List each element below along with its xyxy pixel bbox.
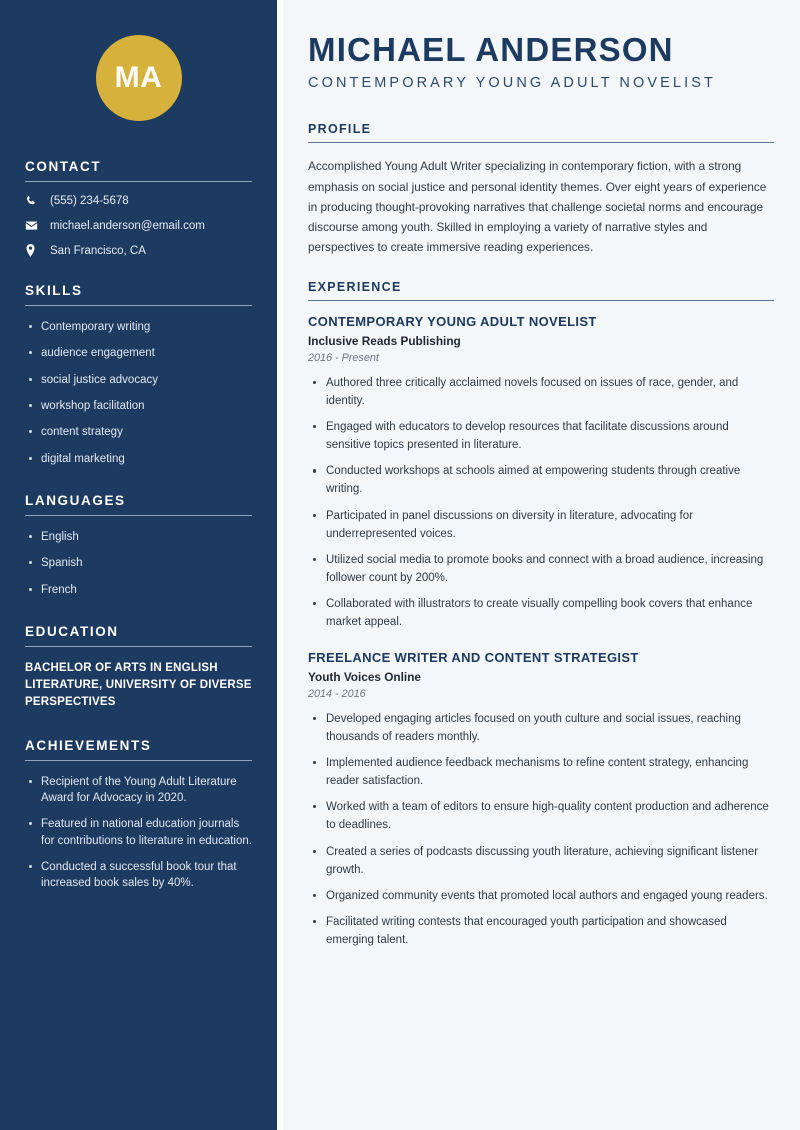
list-item: Conducted a successful book tour that increased book sales by 40%. xyxy=(25,859,252,892)
skills-heading: SKILLS xyxy=(25,283,83,298)
job-bullets xyxy=(308,374,774,632)
list-item: Developed engaging articles focused on youth culture and social issues, reaching thousands of readers monthly. xyxy=(308,710,774,746)
list-item: Contemporary writing xyxy=(25,319,252,335)
achievements-section xyxy=(25,738,252,892)
job-dates: 2016 - Present xyxy=(308,351,379,364)
main-content xyxy=(283,0,800,1130)
job-title: FREELANCE WRITER AND CONTENT STRATEGIST xyxy=(308,649,639,665)
contact-heading: CONTACT xyxy=(25,159,102,174)
contact-divider xyxy=(25,181,252,182)
email-icon xyxy=(25,219,43,232)
profile-divider xyxy=(308,142,774,143)
contact-email-row[interactable] xyxy=(25,219,252,232)
experience-entry xyxy=(308,314,774,632)
list-item: Authored three critically acclaimed novels focused on issues of race, gender, and identity. xyxy=(308,374,774,410)
achievements-divider xyxy=(25,760,252,761)
contact-location-value: San Francisco, CA xyxy=(50,244,146,257)
list-item: Organized community events that promoted local authors and engaged young readers. xyxy=(308,887,774,905)
list-item: Utilized social media to promote books and connect with a broad audience, increasing follower count by 200%. xyxy=(308,551,774,587)
experience-entry xyxy=(308,650,774,950)
job-role-subtitle: CONTEMPORARY YOUNG ADULT NOVELIST xyxy=(308,75,716,92)
contact-section xyxy=(25,159,252,257)
languages-divider xyxy=(25,515,252,516)
list-item: Implemented audience feedback mechanisms to refine content strategy, enhancing reader satisfaction. xyxy=(308,754,774,790)
list-item: content strategy xyxy=(25,424,252,440)
achievements-heading: ACHIEVEMENTS xyxy=(25,737,152,753)
skills-section xyxy=(25,283,252,467)
profile-heading: PROFILE xyxy=(308,122,372,137)
contact-location-row[interactable] xyxy=(25,244,252,257)
list-item: Featured in national education journals for contributions to literature in education. xyxy=(25,816,252,849)
list-item: social justice advocacy xyxy=(25,372,252,388)
profile-text: Accomplished Young Adult Writer specializing in contemporary fiction, with a strong emphasis on social justice and personal identity themes. Over eight years of experience in producing thought-provoking narratives that challenge societal norms and encourage discourse among youth. Skilled in employing a variety of narrative styles and perspectives to create immersive reading experiences. xyxy=(308,159,767,255)
list-item: Engaged with educators to develop resources that facilitate discussions around sensitive topics presented in literature. xyxy=(308,418,774,454)
list-item: French xyxy=(25,582,252,598)
list-item: Participated in panel discussions on diversity in literature, advocating for underrepresented voices. xyxy=(308,507,774,543)
list-item: Created a series of podcasts discussing youth literature, achieving significant listener growth. xyxy=(308,843,774,879)
list-item: workshop facilitation xyxy=(25,398,252,414)
list-item: Worked with a team of editors to ensure high-quality content production and adherence to deadlines. xyxy=(308,798,774,834)
contact-phone-value: (555) 234-5678 xyxy=(50,195,129,207)
page-title: MICHAEL ANDERSON xyxy=(308,31,674,68)
languages-list xyxy=(25,529,252,598)
experience-heading: EXPERIENCE xyxy=(308,279,402,294)
list-item: English xyxy=(25,529,252,545)
job-company: Inclusive Reads Publishing xyxy=(308,333,461,348)
sidebar xyxy=(0,0,277,1130)
languages-heading: LANGUAGES xyxy=(25,492,126,508)
list-item: Collaborated with illustrators to create visually compelling book covers that enhance market appeal. xyxy=(308,595,774,631)
avatar-container xyxy=(25,0,252,159)
list-item: digital marketing xyxy=(25,451,252,467)
location-pin-icon xyxy=(25,244,43,257)
education-degree: BACHELOR OF ARTS IN ENGLISH LITERATURE, UNIVERSITY OF DIVERSE PERSPECTIVES xyxy=(25,661,252,709)
education-section xyxy=(25,624,252,712)
job-dates: 2014 - 2016 xyxy=(308,687,366,700)
list-item: Spanish xyxy=(25,555,252,571)
achievements-list xyxy=(25,774,252,892)
education-heading: EDUCATION xyxy=(25,623,119,639)
contact-phone-row[interactable] xyxy=(25,195,252,207)
job-title: CONTEMPORARY YOUNG ADULT NOVELIST xyxy=(308,313,597,329)
profile-section xyxy=(308,122,774,257)
job-company: Youth Voices Online xyxy=(308,669,421,684)
list-item: Conducted workshops at schools aimed at empowering students through creative writing. xyxy=(308,462,774,498)
experience-divider xyxy=(308,300,774,301)
avatar-initials: MA xyxy=(96,35,182,121)
experience-section xyxy=(308,280,774,950)
education-divider xyxy=(25,646,252,647)
list-item: audience engagement xyxy=(25,345,252,361)
list-item: Facilitated writing contests that encouraged youth participation and showcased emerging talent. xyxy=(308,913,774,949)
phone-icon xyxy=(25,195,43,207)
skills-divider xyxy=(25,305,252,306)
list-item: Recipient of the Young Adult Literature Award for Advocacy in 2020. xyxy=(25,774,252,807)
job-bullets xyxy=(308,710,774,950)
contact-email-value: michael.anderson@email.com xyxy=(50,219,205,232)
skills-list xyxy=(25,319,252,467)
languages-section xyxy=(25,493,252,598)
